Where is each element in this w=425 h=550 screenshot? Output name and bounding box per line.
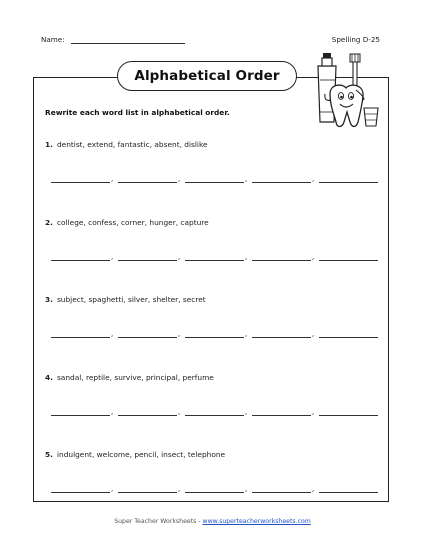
comma: , [312,408,315,416]
comma: , [111,330,114,338]
answer-blank[interactable] [319,173,378,183]
comma: , [312,253,315,261]
answer-blank[interactable] [319,251,378,261]
answer-blank[interactable] [319,406,378,416]
answer-blank[interactable] [252,173,311,183]
answer-blank[interactable] [118,328,177,338]
problem-number: 5. [45,450,53,459]
problem-number: 1. [45,140,53,149]
tooth-brushing-mascot-icon [306,50,384,134]
problem-number: 2. [45,218,53,227]
answer-blank[interactable] [118,251,177,261]
answer-blank[interactable] [252,483,311,493]
problem-words: indulgent, welcome, pencil, insect, telephone [56,450,226,459]
comma: , [312,485,315,493]
comma: , [111,175,114,183]
problem-words: sandal, reptile, survive, principal, perfume [56,373,214,382]
comma: , [245,253,248,261]
problem-words: college, confess, corner, hunger, capture [56,218,209,227]
answer-blank[interactable] [252,328,311,338]
answer-blank[interactable] [51,251,110,261]
comma: , [245,485,248,493]
name-line[interactable] [71,35,185,44]
footer-dash: - [198,518,201,525]
problem-2 [45,218,385,278]
problem-prompt [45,218,385,227]
comma: , [178,175,181,183]
comma: , [245,330,248,338]
problem-words: subject, spaghetti, silver, shelter, secret [56,295,206,304]
answer-blank[interactable] [185,406,244,416]
problem-number: 4. [45,373,53,382]
problem-prompt [45,450,385,459]
answer-blank[interactable] [51,406,110,416]
problem-4 [45,373,385,433]
answer-blanks [51,406,378,416]
answer-blank[interactable] [185,328,244,338]
footer [0,518,425,525]
name-label: Name: [41,35,65,44]
comma: , [178,485,181,493]
answer-blank[interactable] [118,406,177,416]
comma: , [245,408,248,416]
answer-blank[interactable] [319,483,378,493]
comma: , [178,408,181,416]
name-row [41,35,185,44]
problem-prompt [45,373,385,382]
answer-blank[interactable] [319,328,378,338]
comma: , [111,253,114,261]
comma: , [245,175,248,183]
answer-blank[interactable] [185,251,244,261]
instructions: Rewrite each word list in alphabetical order. [45,108,230,117]
problem-words: dentist, extend, fantastic, absent, dislike [56,140,208,149]
answer-blanks [51,251,378,261]
answer-blanks [51,173,378,183]
answer-blank[interactable] [51,173,110,183]
footer-website-link[interactable]: www.superteacherworksheets.com [202,518,311,525]
problem-3 [45,295,385,355]
comma: , [178,253,181,261]
comma: , [312,175,315,183]
comma: , [111,408,114,416]
comma: , [178,330,181,338]
answer-blank[interactable] [118,483,177,493]
problem-5 [45,450,385,510]
answer-blanks [51,483,378,493]
answer-blank[interactable] [185,173,244,183]
answer-blank[interactable] [252,251,311,261]
answer-blank[interactable] [51,483,110,493]
answer-blank[interactable] [118,173,177,183]
answer-blank[interactable] [185,483,244,493]
problem-prompt [45,295,385,304]
problem-prompt [45,140,385,149]
problem-1 [45,140,385,200]
answer-blank[interactable] [252,406,311,416]
worksheet-code: Spelling D-25 [331,35,380,44]
footer-publisher: Super Teacher Worksheets [114,518,197,525]
page-title: Alphabetical Order [117,61,297,91]
answer-blanks [51,328,378,338]
comma: , [312,330,315,338]
problem-number: 3. [45,295,53,304]
answer-blank[interactable] [51,328,110,338]
comma: , [111,485,114,493]
